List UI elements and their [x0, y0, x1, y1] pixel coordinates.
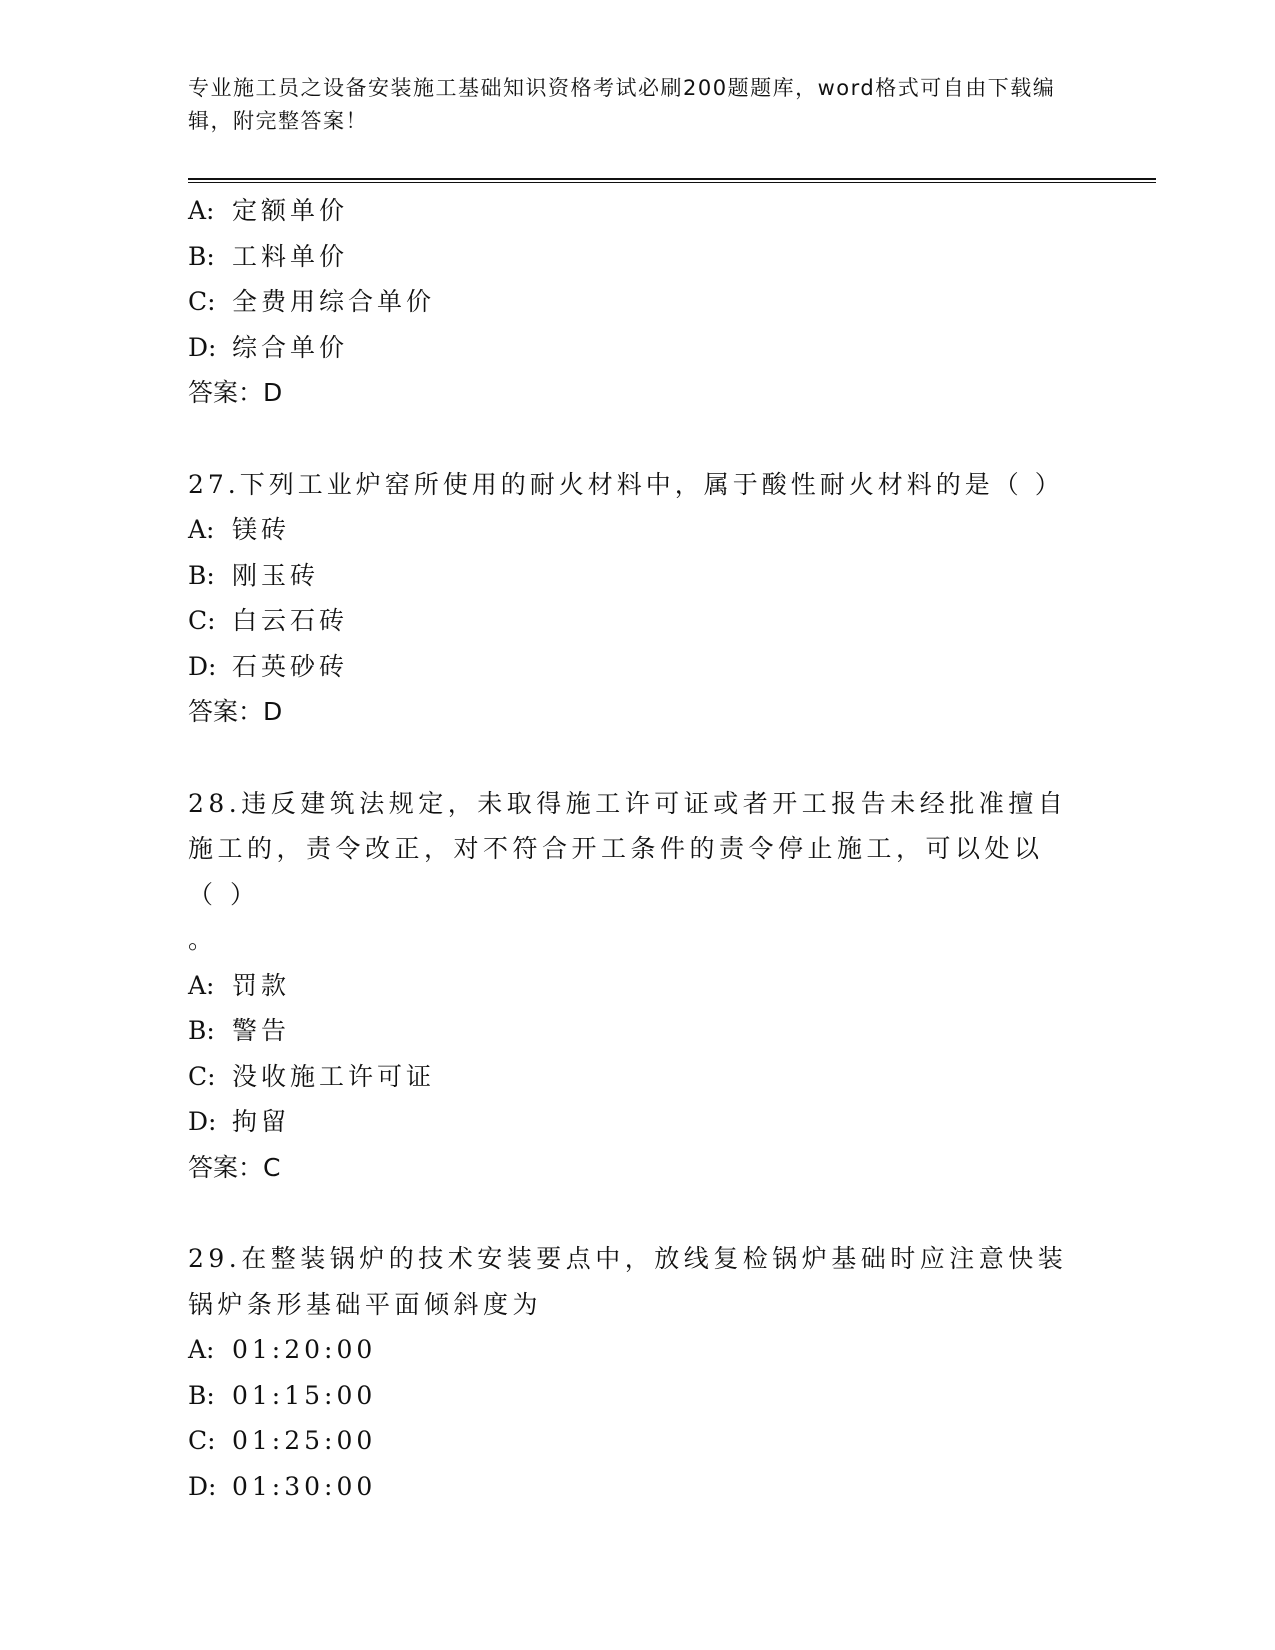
option-letter: B: [188, 1016, 215, 1045]
spacer [188, 1190, 1088, 1236]
option-a [188, 188, 1088, 234]
option-letter: D: [188, 1107, 217, 1136]
option-text: 没收施工许可证 [232, 1061, 436, 1091]
option-letter: A: [188, 1335, 215, 1364]
option-text: 全费用综合单价 [232, 287, 436, 316]
spacer [188, 735, 1088, 781]
question-text: 29.在整装锅炉的技术安装要点中，放线复检锅炉基础时应注意快装锅炉条形基础平面倾斜度为 [188, 1244, 1068, 1319]
option-text: 拘留 [232, 1107, 291, 1136]
header-divider [188, 178, 1156, 183]
option-a [188, 1327, 1088, 1373]
option-text: 警告 [232, 1016, 291, 1045]
option-letter: B: [188, 241, 215, 271]
option-c [188, 1418, 1088, 1464]
option-c [188, 1054, 1088, 1100]
option-d [188, 1099, 1088, 1145]
option-letter: C: [188, 1061, 216, 1091]
option-text: 镁砖 [232, 515, 291, 544]
option-letter: C: [188, 606, 216, 635]
option-text: 综合单价 [232, 332, 349, 362]
option-letter: D: [188, 332, 217, 362]
question-list [188, 188, 1088, 1509]
option-text: 01:15:00 [232, 1380, 377, 1410]
option-letter: B: [188, 1380, 215, 1410]
option-b [188, 234, 1088, 280]
option-c [188, 598, 1088, 644]
question-29 [188, 1236, 1088, 1509]
option-letter: A: [188, 515, 215, 544]
option-c [188, 279, 1088, 325]
option-b [188, 1008, 1088, 1054]
question-28 [188, 781, 1088, 1191]
document-header: 专业施工员之设备安装施工基础知识资格考试必刷200题题库，word格式可自由下载编辑，附完整答案！ [188, 76, 1056, 133]
answer-line: 答案：D [188, 697, 283, 726]
question-26 [188, 188, 1088, 416]
option-text: 01:20:00 [232, 1335, 377, 1364]
option-a [188, 963, 1088, 1009]
option-text: 工料单价 [232, 241, 349, 271]
option-letter: A: [188, 196, 215, 225]
option-letter: A: [188, 970, 215, 1000]
spacer [188, 416, 1088, 462]
option-b [188, 553, 1088, 599]
option-text: 刚玉砖 [232, 560, 320, 590]
option-text: 01:25:00 [232, 1426, 377, 1455]
question-text: 28.违反建筑法规定，未取得施工许可证或者开工报告未经批准擅自施工的，责令改正，对不符合开工条件的责令停止施工，可以处以（ ） [188, 788, 1068, 909]
question-tail: 。 [188, 925, 214, 954]
option-d [188, 644, 1088, 690]
option-d [188, 1464, 1088, 1510]
option-text: 01:30:00 [232, 1471, 377, 1501]
option-a [188, 507, 1088, 553]
option-letter: D: [188, 651, 217, 681]
answer-line: 答案：C [188, 1152, 281, 1182]
question-text: 27.下列工业炉窑所使用的耐火材料中，属于酸性耐火材料的是（ ） [188, 469, 1064, 499]
option-text: 石英砂砖 [232, 651, 349, 681]
option-text: 定额单价 [232, 196, 349, 225]
option-text: 白云石砖 [232, 606, 349, 635]
option-text: 罚款 [232, 970, 291, 1000]
option-b [188, 1373, 1088, 1419]
option-letter: C: [188, 1426, 216, 1455]
option-letter: D: [188, 1471, 217, 1501]
option-d [188, 325, 1088, 371]
answer-line: 答案：D [188, 378, 283, 407]
question-27 [188, 462, 1088, 735]
option-letter: B: [188, 560, 215, 590]
option-letter: C: [188, 287, 216, 316]
